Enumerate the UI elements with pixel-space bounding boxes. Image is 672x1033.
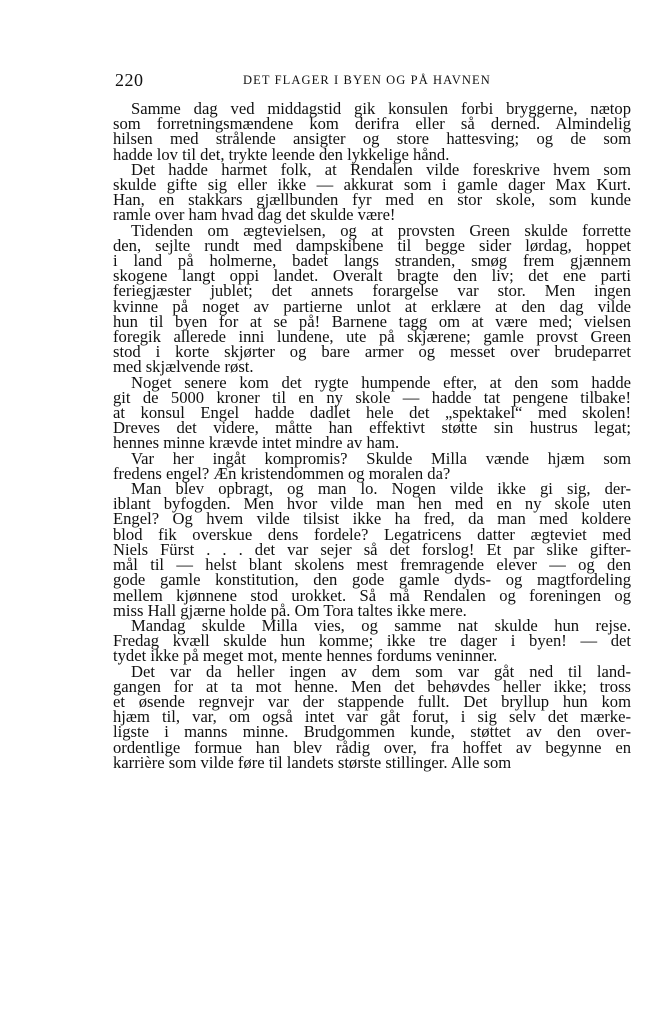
paragraph bbox=[113, 159, 631, 225]
page-header bbox=[115, 70, 635, 92]
text-line: ordentlige formue han blev rådig over, fra hoffet av begynne en bbox=[113, 737, 631, 757]
text-line: hilsen med strålende ansigter og store hattesving; og de som bbox=[113, 129, 631, 149]
text-line: ligste i manns minne. Brudgommen kunde, støttet av den over- bbox=[113, 722, 631, 742]
paragraph bbox=[113, 101, 631, 162]
text-line: hadde lov til det, trykte leende den lykkelige hånd. bbox=[113, 144, 450, 164]
text-line: Dreves det videre, måtte han effektivt støtte sin hustrus legat; bbox=[113, 418, 631, 438]
text-line: Noget senere kom det rygte humpende efter, at den som hadde bbox=[131, 372, 631, 392]
text-line: feriegjæster jublet; det annets forargelse var stor. Men ingen bbox=[113, 281, 631, 301]
text-line: med skjælvende røst. bbox=[113, 357, 254, 377]
text-line: blod fik overskue dens fordele? Legatricens datter ægteviet med bbox=[113, 524, 631, 544]
text-line: git de 5000 kroner til en ny skole — hadde tat pengene tilbake! bbox=[113, 387, 631, 407]
paragraph bbox=[113, 615, 631, 666]
text-line: skogene langt oppi landet. Overalt bragte den liv; det ene parti bbox=[113, 266, 631, 286]
page-number: 220 bbox=[115, 70, 144, 90]
text-line: fredens engel? Æn kristendommen og moralen da? bbox=[113, 463, 451, 483]
text-line: tydet ikke på meget mot, mente hennes fordums veninner. bbox=[113, 646, 498, 666]
paragraph bbox=[113, 661, 631, 772]
paragraph bbox=[113, 372, 631, 453]
text-line: hennes minne krævde intet mindre av ham. bbox=[113, 433, 400, 453]
body-text bbox=[113, 101, 631, 770]
text-line: i land på holmerne, badet langs stranden, smøg frem gjænnem bbox=[113, 251, 631, 271]
text-line: kvinne på noget av partierne unlot at erklære at den dag vilde bbox=[113, 296, 631, 316]
text-line: Tidenden om ægtevielsen, og at provsten Green skulde forrette bbox=[131, 220, 631, 240]
text-line: Engel? Og hvem vilde tilsist ikke ha fred, da man med koldere bbox=[113, 509, 631, 529]
text-line: at konsul Engel hadde dadlet hele det „spektakel“ med skolen! bbox=[113, 403, 631, 423]
text-line: gangen for at ta mot henne. Men det behøvdes heller ikke; tross bbox=[113, 676, 631, 696]
text-line: Det hadde harmet folk, at Rendalen vilde foreskrive hvem som bbox=[131, 159, 631, 179]
text-line: ramle over ham hvad dag det skulde være! bbox=[113, 205, 396, 225]
text-line: iblant byfogden. Men hvor vilde man hen med en ny skole uten bbox=[113, 494, 631, 514]
text-line: Mandag skulde Milla vies, og samme nat skulde hun rejse. bbox=[131, 615, 631, 635]
text-line: skulde gifte sig eller ikke — akkurat som i gamle dager Max Kurt. bbox=[113, 175, 631, 195]
paragraph bbox=[113, 220, 631, 377]
text-line: hjæm til, var, om også intet var gåt forut, i sig selv det mærke- bbox=[113, 707, 631, 727]
text-line: som forretningsmændene kom derifra eller så derned. Almindelig bbox=[113, 114, 631, 134]
text-line: Man blev opbragt, og man lo. Nogen vilde ikke gi sig, der- bbox=[131, 479, 631, 499]
text-line: Samme dag ved middagstid gik konsulen forbi bryggerne, nætop bbox=[131, 99, 631, 118]
paragraph bbox=[113, 448, 631, 483]
text-line: miss Hall gjærne holde på. Om Tora taltes ikke mere. bbox=[113, 600, 467, 620]
paragraph bbox=[113, 481, 631, 618]
text-line: den, sejlte rundt med dampskibene til begge sider lørdag, hoppet bbox=[113, 235, 631, 255]
text-line: gode gamle konstitution, den gode gamle dyds- og magtfordeling bbox=[113, 570, 631, 590]
text-line: foregik allerede inni lundene, ute på skjærene; gamle provst Green bbox=[113, 327, 631, 347]
text-line: Han, en stakkars gjællbunden fyr med en stor skole, som kunde bbox=[113, 190, 631, 210]
text-line: mellem kjønnene stod urokket. Så må Rendalen og foreningen og bbox=[113, 585, 631, 605]
text-line: et øsende regnvejr var der stappende fullt. Det bryllup hun kom bbox=[113, 691, 631, 711]
text-line: hun til byen for at se på! Barnene tagg om at være med; vielsen bbox=[113, 311, 631, 331]
text-line: stod i korte skjørter og bare armer og messet over brudeparret bbox=[113, 342, 631, 362]
text-line: Det var da heller ingen av dem som var gåt ned til land- bbox=[131, 661, 631, 681]
text-line: karrière som vilde føre til landets største stillinger. Alle som bbox=[113, 752, 512, 772]
text-line: Var her ingåt kompromis? Skulde Milla vænde hjæm som bbox=[131, 448, 631, 468]
text-line: Fredag kvæll skulde hun komme; ikke tre dager i byen! — det bbox=[113, 631, 631, 651]
text-line: Niels Fürst . . . det var sejer så det forslog! Et par slike gifter- bbox=[113, 539, 631, 559]
text-line: mål til — helst blant skolens mest fremragende elever — og den bbox=[113, 555, 631, 575]
running-title: DET FLAGER I BYEN OG PÅ HAVNEN bbox=[243, 73, 491, 87]
